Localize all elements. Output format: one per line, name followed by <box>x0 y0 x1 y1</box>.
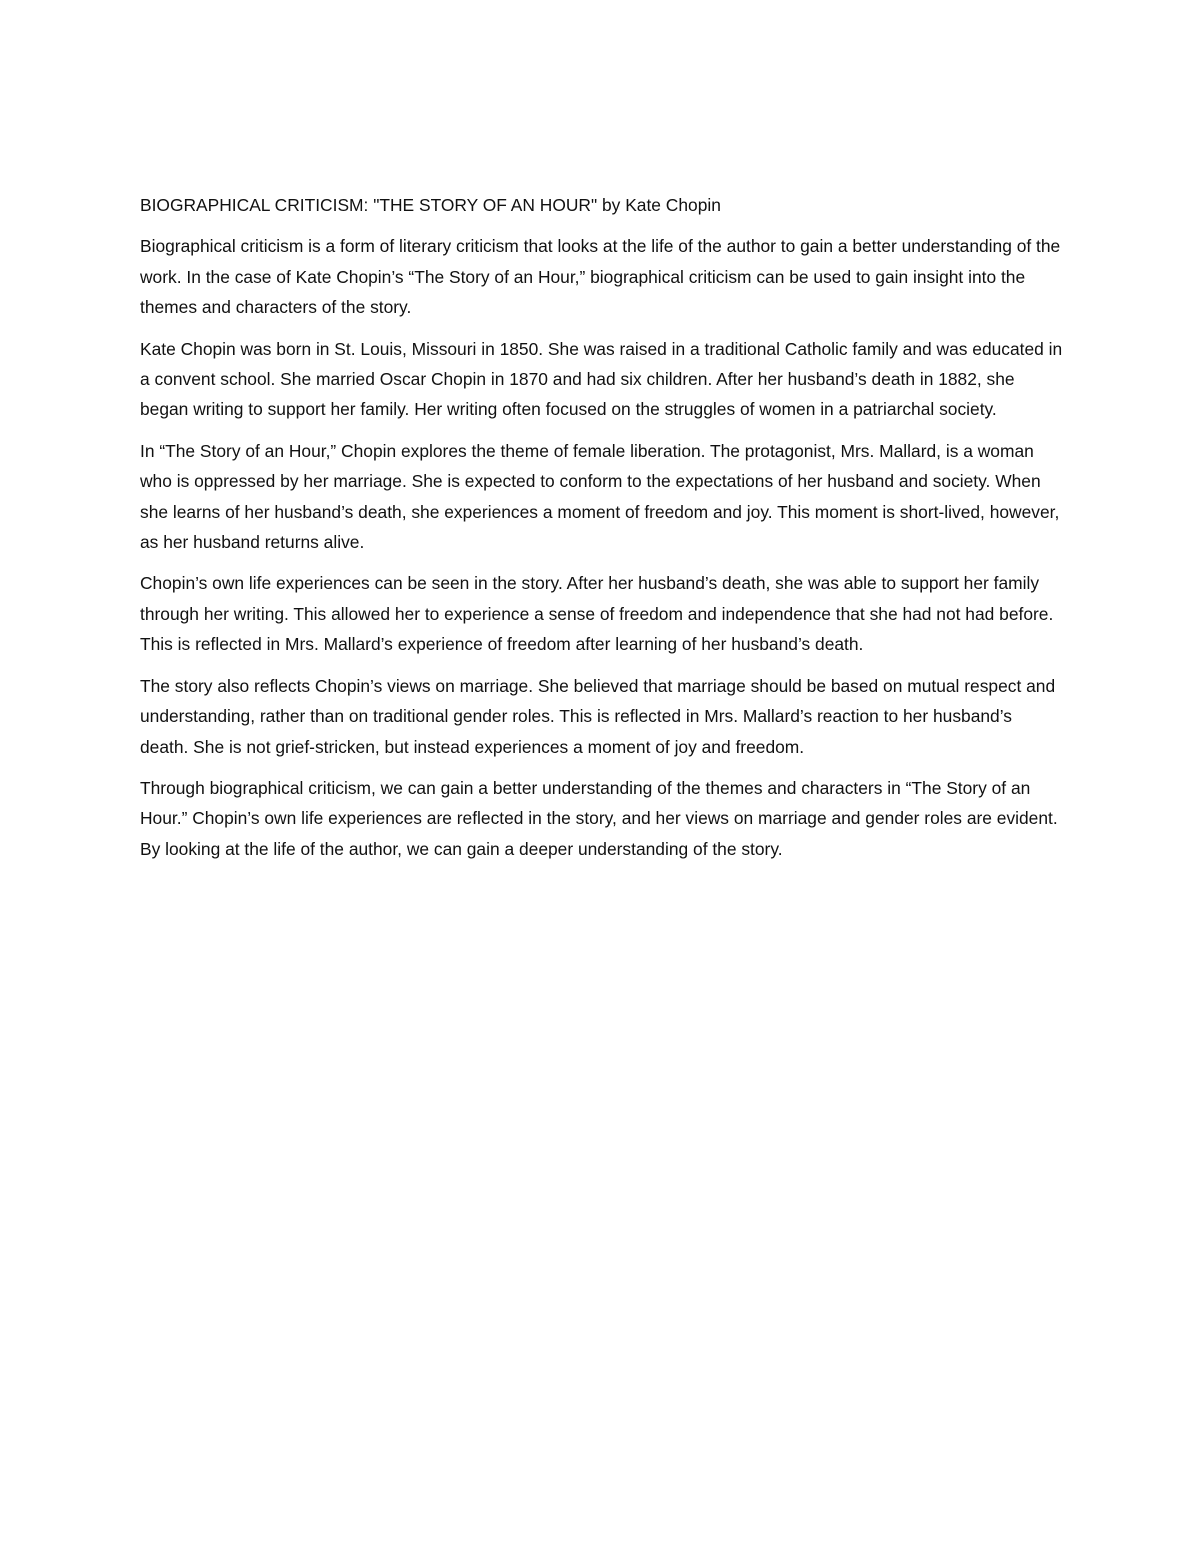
paragraph-intro: Biographical criticism is a form of literary criticism that looks at the life of the author to gain a better understanding of the work. In the case of Kate Chopin’s “The Story of an Hour,” biographical criticism can be used to gain insight into the themes and characters of the story. <box>140 236 1061 318</box>
paragraph-biography: Kate Chopin was born in St. Louis, Missouri in 1850. She was raised in a traditional Catholic family and was educated in a convent school. She married Oscar Chopin in 1870 and had six children. After her husband’s death in 1882, she began writing to support her family. Her writing often focused on the struggles of women in a patriarchal society. <box>140 338 1063 420</box>
paragraph-female-liberation: In “The Story of an Hour,” Chopin explores the theme of female liberation. The protagonist, Mrs. Mallard, is a woman who is oppressed by her marriage. She is expected to conform to the expectations of her husband and society. When she learns of her husband’s death, she experiences a moment of freedom and joy. This moment is short-lived, however, as her husband returns alive. <box>140 440 1060 553</box>
paragraph-life-experiences: Chopin’s own life experiences can be seen in the story. After her husband’s death, she was able to support her family through her writing. This allowed her to experience a sense of freedom and independence that she had not had before. This is reflected in Mrs. Mallard’s experience of freedom after learning of her husband’s death. <box>140 573 1054 655</box>
document-title: BIOGRAPHICAL CRITICISM: "THE STORY OF AN HOUR" by Kate Chopin <box>140 195 721 215</box>
document-body <box>140 190 1065 875</box>
paragraph-views-on-marriage: The story also reflects Chopin’s views on marriage. She believed that marriage should be based on mutual respect and understanding, rather than on traditional gender roles. This is reflected in Mrs. Mallard’s reaction to her husband’s death. She is not grief-stricken, but instead experiences a moment of joy and freedom. <box>140 675 1056 757</box>
paragraph-conclusion: Through biographical criticism, we can gain a better understanding of the themes and characters in “The Story of an Hour.” Chopin’s own life experiences are reflected in the story, and her views on marriage and gender roles are evident. By looking at the life of the author, we can gain a deeper understanding of the story. <box>140 777 1058 859</box>
